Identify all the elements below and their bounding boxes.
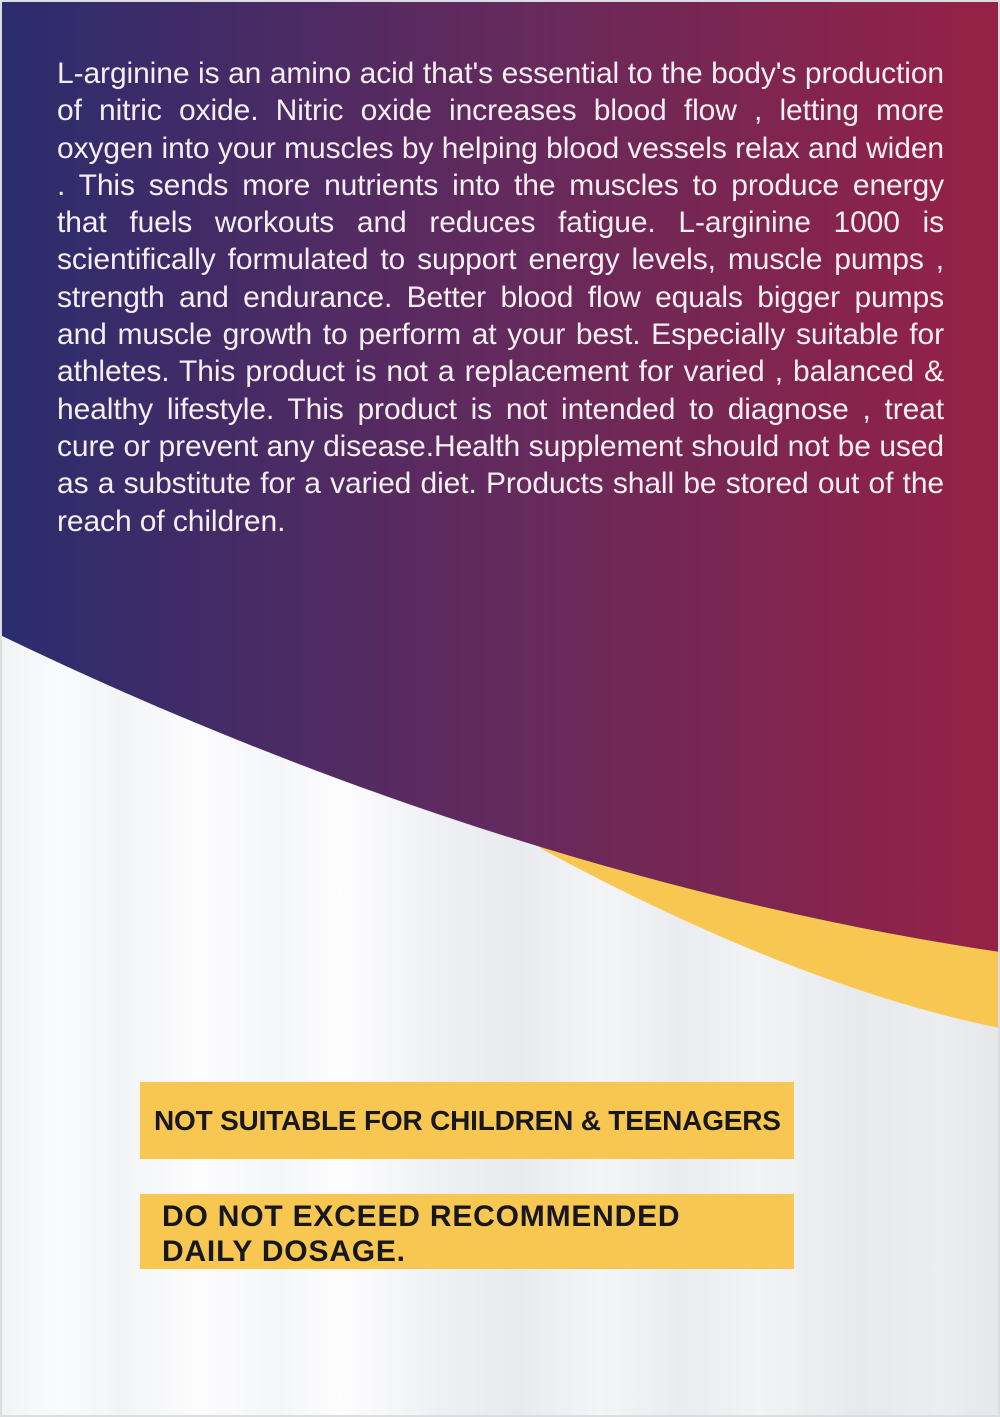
warning-banner-daily-dosage <box>140 1194 794 1269</box>
warning-banner-2-text: DO NOT EXCEED RECOMMENDED DAILY DOSAGE. <box>162 1200 681 1268</box>
warning-banner-1-text: NOT SUITABLE FOR CHILDREN & TEENAGERS <box>154 1104 781 1136</box>
product-description-text: L-arginine is an amino acid that's essential to the body's production of nitric oxide. Nitric oxide increases blood flow , letting more oxygen into your muscles by helping blood vessels relax and widen . This sends more nutrients into the muscles to produce energy that fuels workouts and reduces fatigue. L-arginine 1000 is scientifically formulated to support energy levels, muscle pumps , strength and endurance. Better blood flow equals bigger pumps and muscle growth to perform at your best. Especially suitable for athletes. This product is not a replacement for varied , balanced & healthy lifestyle. This product is not intended to diagnose , treat cure or prevent any disease.Health supplement should not be used as a substitute for a varied diet. Products shall be stored out of the reach of children. <box>57 57 944 538</box>
warning-banner-children-teenagers <box>140 1082 794 1159</box>
